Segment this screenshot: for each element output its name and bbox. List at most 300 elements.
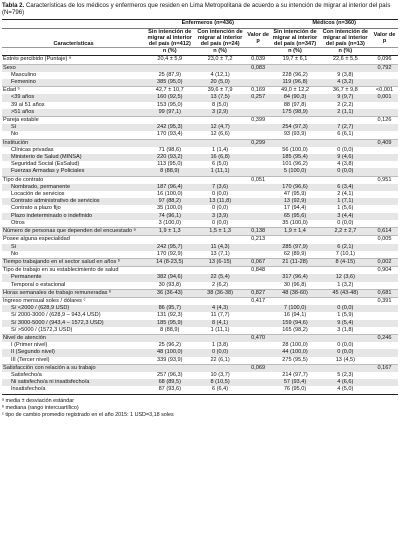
nurses-pvalue-cell bbox=[246, 327, 271, 335]
row-label: Locación de servicios bbox=[11, 191, 65, 198]
row-label: Edad ᵇ bbox=[2, 87, 145, 95]
doctors-with-intention-header: Con intención de migrar al interior del país (n=13) bbox=[320, 28, 371, 48]
nurses-pvalue-cell: 0,138 bbox=[246, 228, 271, 236]
nurses-pvalue-cell bbox=[246, 205, 271, 212]
nurses-with-intention-cell: 1 (3,8) bbox=[211, 342, 229, 349]
doctors-no-intention-cell: 84 (90,3) bbox=[270, 94, 319, 101]
doctors-with-intention-cell: 7 (10,1) bbox=[335, 250, 355, 257]
nurses-pvalue-cell bbox=[246, 147, 271, 154]
doctors-with-intention-cell: 2 (1,1) bbox=[320, 109, 371, 117]
row-label: S/ 3000-5000 / (943,4 – 1572,3 USD) bbox=[2, 320, 145, 327]
doctors-pvalue-cell bbox=[371, 168, 398, 176]
nurses-with-intention-cell: 11 (7,7) bbox=[210, 312, 230, 319]
nurses-with-intention-cell: 1 (1,4) bbox=[211, 146, 229, 153]
doctors-no-intention-cell bbox=[270, 176, 319, 184]
table-row bbox=[2, 213, 398, 220]
doctors-no-intention-cell: 56 (100,0) bbox=[282, 146, 308, 153]
doctors-with-intention-cell: 0 (0,0) bbox=[320, 305, 371, 312]
nurses-with-intention-cell: 12 (6,6) bbox=[210, 131, 230, 138]
characteristics-header bbox=[2, 20, 145, 28]
table-title: Características de los médicos y enfermeros que residen en Lima Metropolitana de acuerdo a su intención de migrar al interior del país (N=796) bbox=[2, 2, 391, 17]
doctors-no-intention-cell: 1,9 ± 1,4 bbox=[270, 228, 319, 236]
table-row bbox=[2, 191, 398, 198]
nurses-pvalue-cell bbox=[246, 198, 271, 205]
nurses-with-intention-cell bbox=[194, 267, 245, 275]
nurses-no-intention-cell bbox=[145, 117, 194, 125]
table-row bbox=[2, 305, 398, 312]
nurses-with-intention-cell: 8 (4,1) bbox=[194, 320, 245, 327]
row-label: 39 al 51 años bbox=[11, 101, 45, 108]
row-label: Tipo de trabajo en su establecimiento de salud bbox=[2, 267, 145, 275]
footnotes bbox=[2, 398, 398, 419]
doctors-pvalue-cell bbox=[371, 372, 398, 379]
doctors-no-intention-cell: 285 (97,9) bbox=[270, 244, 319, 251]
nurses-with-intention-cell: 3 (3,9) bbox=[194, 213, 245, 220]
nurses-pvalue-header: Valor de p bbox=[246, 28, 271, 48]
table-row bbox=[2, 386, 398, 394]
table-section-row bbox=[2, 117, 398, 125]
doctors-pvalue-cell: 0,614 bbox=[371, 228, 398, 236]
doctors-with-intention-cell bbox=[320, 117, 371, 125]
units-blank bbox=[2, 48, 145, 56]
nurses-no-intention-cell: 257 (96,3) bbox=[157, 371, 183, 378]
doctors-with-intention-cell: 12 (3,6) bbox=[320, 274, 371, 281]
nurses-pvalue-cell bbox=[246, 72, 271, 79]
nurses-no-intention-cell: 3 (100,0) bbox=[158, 219, 181, 226]
nurses-pvalue-cell bbox=[246, 251, 271, 259]
doctors-no-intention-cell: 62 (89,9) bbox=[283, 250, 307, 257]
row-label: II (Segundo nivel) bbox=[2, 349, 145, 356]
nurses-no-intention-cell: 42,7 ± 10,7 bbox=[145, 87, 194, 95]
doctors-no-intention-cell: 185 (95,4) bbox=[270, 154, 319, 161]
nurses-pvalue-cell: 0,257 bbox=[246, 94, 271, 101]
nurses-no-intention-cell: 242 (95,3) bbox=[145, 124, 194, 131]
nurses-pvalue-cell bbox=[246, 124, 271, 131]
nurses-with-intention-cell bbox=[194, 334, 245, 342]
nurses-with-intention-cell: 38 (36-38) bbox=[194, 289, 245, 297]
doctors-with-intention-cell: 6 (6,1) bbox=[337, 131, 354, 138]
row-label: S/ <2000 / (628,9 USD) bbox=[2, 305, 145, 312]
nurses-no-intention-cell: 99 (97,1) bbox=[145, 109, 194, 117]
nurses-no-intention-cell bbox=[145, 64, 194, 72]
doctors-no-intention-cell: 317 (96,4) bbox=[270, 274, 319, 281]
nurses-no-intention-cell: 113 (95,0) bbox=[157, 161, 183, 168]
table-section-row bbox=[2, 334, 398, 342]
row-label: S/ >5000 / (1572,3 USD) bbox=[11, 326, 73, 333]
row-label: Contrato a plazo fijo bbox=[11, 205, 61, 212]
nurses-with-intention-cell: 4 (4,3) bbox=[194, 305, 245, 312]
row-label: III (Tercer nivel) bbox=[11, 356, 50, 363]
row-label: Satisfacción con relación a su trabajo bbox=[2, 364, 145, 372]
nurses-no-intention-cell bbox=[145, 267, 194, 275]
nurses-no-intention-cell: 242 (95,7) bbox=[145, 244, 194, 251]
nurses-pvalue-cell bbox=[246, 154, 271, 161]
nurses-no-intention-cell: 36 (36-43) bbox=[145, 289, 194, 297]
row-label: Institución bbox=[2, 139, 145, 147]
row-label: Seguridad Social (EsSalud) bbox=[11, 161, 80, 168]
doctors-with-intention-cell: 2 (4,1) bbox=[337, 191, 354, 198]
nurses-with-intention-cell: 39,6 ± 7,9 bbox=[194, 87, 245, 95]
nurses-with-intention-cell bbox=[194, 236, 245, 244]
nurses-no-intention-cell: 385 (95,0) bbox=[145, 79, 194, 87]
doctors-with-intention-cell bbox=[320, 64, 371, 72]
doctors-no-intention-cell: 47 (95,9) bbox=[283, 191, 307, 198]
doctors-with-intention-cell: 0 (0,0) bbox=[337, 146, 354, 153]
doctors-with-intention-cell: 9 (4,6) bbox=[320, 154, 371, 161]
nurses-pvalue-cell bbox=[246, 282, 271, 290]
table-row bbox=[2, 251, 398, 259]
doctors-pvalue-cell bbox=[371, 244, 398, 251]
nurses-with-intention-cell: 23,0 ± 7,2 bbox=[194, 56, 245, 64]
nurses-no-intention-cell: 339 (93,9) bbox=[157, 356, 183, 363]
nurses-with-intention-cell bbox=[194, 176, 245, 184]
row-label: Nivel de atención bbox=[2, 334, 145, 342]
table-row bbox=[2, 312, 398, 319]
nurses-no-intention-cell: 131 (92,3) bbox=[157, 312, 183, 319]
doctors-header: Médicos (n=360) bbox=[270, 20, 398, 28]
table-row bbox=[2, 147, 398, 154]
doctors-no-intention-cell: 5 (100,0) bbox=[270, 168, 319, 176]
doctors-pvalue-cell bbox=[371, 379, 398, 386]
row-label: Estrés percibido (Puntaje) ᵃ bbox=[2, 56, 145, 64]
table-row bbox=[2, 320, 398, 327]
doctors-with-intention-cell: 36,7 ± 9,8 bbox=[320, 87, 371, 95]
nurses-pvalue-cell bbox=[246, 379, 271, 386]
table-section-row bbox=[2, 267, 398, 275]
doctors-pvalue-cell bbox=[371, 274, 398, 281]
nurses-with-intention-cell bbox=[194, 139, 245, 147]
doctors-no-intention-cell: 13 (92,9) bbox=[270, 198, 319, 205]
doctors-pvalue-cell: 0,002 bbox=[371, 258, 398, 266]
nurses-with-intention-cell: 1 (11,1) bbox=[210, 326, 230, 333]
doctors-with-intention-cell: 0 (0,0) bbox=[337, 342, 354, 349]
nurses-with-intention-cell: 13 (7,1) bbox=[210, 250, 230, 257]
table-row bbox=[2, 205, 398, 212]
doctors-no-intention-cell bbox=[270, 64, 319, 72]
doctors-with-intention-cell: 8 (4-15) bbox=[320, 258, 371, 266]
table-section-row bbox=[2, 364, 398, 372]
doctors-pvalue-cell: 0,246 bbox=[371, 334, 398, 342]
doctors-pvalue-cell: 0,096 bbox=[371, 56, 398, 64]
nurses-pvalue-cell: 0,399 bbox=[246, 117, 271, 125]
doctors-no-intention-cell: 76 (95,0) bbox=[270, 386, 319, 394]
doctors-pvalue-cell bbox=[371, 72, 398, 79]
nurses-pvalue-cell bbox=[246, 357, 271, 365]
nurses-no-intention-cell: 87 (93,6) bbox=[145, 386, 194, 394]
nurses-pvalue-cell: 0,470 bbox=[246, 334, 271, 342]
units-doctors-p bbox=[371, 48, 398, 56]
nurses-with-intention-cell: 2 (6,2) bbox=[211, 281, 229, 288]
table-row bbox=[2, 198, 398, 205]
table-row bbox=[2, 349, 398, 356]
doctors-pvalue-cell: 0,681 bbox=[371, 289, 398, 297]
row-label: Masculino bbox=[11, 71, 37, 78]
doctors-no-intention-cell: 175 (98,9) bbox=[270, 109, 319, 117]
nurses-pvalue-cell: 0,083 bbox=[246, 64, 271, 72]
row-label: Temporal o estacional bbox=[11, 281, 66, 288]
doctors-with-intention-cell: 5 (2,3) bbox=[337, 371, 354, 378]
doctors-no-intention-cell: 165 (98,2) bbox=[282, 326, 308, 333]
nurses-with-intention-cell bbox=[194, 64, 245, 72]
nurses-with-intention-cell: 22 (6,1) bbox=[210, 356, 230, 363]
table-row bbox=[2, 282, 398, 290]
nurses-no-intention-cell: 187 (96,4) bbox=[145, 184, 194, 191]
table-number: Tabla 2. bbox=[2, 2, 25, 9]
nurses-no-intention-cell: 153 (95,0) bbox=[157, 101, 183, 108]
doctors-no-intention-cell: 65 (95,6) bbox=[270, 213, 319, 220]
footnote-b: ᵇ mediana (rango intercuartílico) bbox=[2, 404, 79, 411]
nurses-no-intention-cell: 68 (89,5) bbox=[145, 379, 194, 386]
nurses-header: Enfermeros (n=436) bbox=[145, 20, 270, 28]
doctors-with-intention-cell: 0 (0,0) bbox=[320, 349, 371, 356]
row-label: Número de personas que dependen del encuestado ᵃ bbox=[2, 228, 145, 236]
nurses-pvalue-cell: 0,213 bbox=[246, 236, 271, 244]
row-label: Fuerzas Armadas y Policiales bbox=[2, 168, 145, 176]
row-label: Otros bbox=[11, 219, 25, 226]
doctors-pvalue-cell bbox=[371, 251, 398, 259]
doctors-pvalue-cell: 0,904 bbox=[371, 267, 398, 275]
doctors-with-intention-cell: 2 (2,2) bbox=[337, 101, 354, 108]
doctors-pvalue-cell: 0,001 bbox=[371, 94, 398, 101]
doctors-pvalue-cell bbox=[371, 312, 398, 319]
nurses-pvalue-cell bbox=[246, 349, 271, 356]
units-doctors-no: n (%) bbox=[270, 48, 319, 56]
table-row bbox=[2, 102, 398, 109]
table-section-row bbox=[2, 64, 398, 72]
doctors-with-intention-cell: 9 (9,7) bbox=[320, 94, 371, 101]
doctors-with-intention-cell bbox=[320, 139, 371, 147]
row-label: Tiempo trabajando en el sector salud en años ᵇ bbox=[2, 258, 145, 266]
nurses-with-intention-cell bbox=[194, 117, 245, 125]
doctors-with-intention-cell: 9 (5,4) bbox=[320, 320, 371, 327]
doctors-no-intention-cell bbox=[270, 334, 319, 342]
nurses-pvalue-cell: 0,848 bbox=[246, 267, 271, 275]
characteristics-table bbox=[2, 19, 398, 394]
doctors-no-intention-cell: 93 (93,9) bbox=[283, 131, 307, 138]
nurses-pvalue-cell: 0,051 bbox=[246, 176, 271, 184]
doctors-with-intention-cell: 3 (1,8) bbox=[337, 326, 354, 333]
nurses-with-intention-cell: 13 (7,5) bbox=[194, 94, 245, 101]
nurses-no-intention-cell: 160 (92,5) bbox=[145, 94, 194, 101]
doctors-pvalue-cell bbox=[371, 131, 398, 139]
nurses-pvalue-cell: 0,827 bbox=[246, 289, 271, 297]
nurses-no-intention-cell: 8 (88,9) bbox=[160, 326, 180, 333]
doctors-no-intention-header: Sin intención de migrar al interior del país (n=347) bbox=[270, 28, 319, 48]
nurses-pvalue-cell bbox=[246, 191, 271, 198]
doctors-no-intention-cell: 21 (11-28) bbox=[270, 258, 319, 266]
doctors-no-intention-cell: 44 (100,0) bbox=[270, 349, 319, 356]
table-row bbox=[2, 327, 398, 335]
nurses-with-intention-cell: 0 (0,0) bbox=[211, 219, 229, 226]
doctors-no-intention-cell: 28 (100,0) bbox=[282, 342, 308, 349]
doctors-pvalue-cell bbox=[371, 154, 398, 161]
nurses-pvalue-cell bbox=[246, 342, 271, 349]
doctors-with-intention-cell: 1 (5,9) bbox=[337, 312, 354, 319]
doctors-no-intention-cell: 275 (95,5) bbox=[282, 356, 308, 363]
row-label: Satisfecho/a bbox=[11, 371, 42, 378]
units-nurses-with: n (%) bbox=[194, 48, 245, 56]
doctors-with-intention-cell: 1 (5,6) bbox=[337, 205, 354, 212]
doctors-pvalue-cell bbox=[371, 342, 398, 349]
nurses-no-intention-cell: 20,4 ± 5,9 bbox=[145, 56, 194, 64]
row-label: I (Primer nivel) bbox=[11, 342, 48, 349]
nurses-no-intention-cell bbox=[145, 139, 194, 147]
table-section-row bbox=[2, 87, 398, 95]
nurses-no-intention-cell: 8 (88,9) bbox=[145, 168, 194, 176]
nurses-with-intention-cell: 16 (6,8) bbox=[194, 154, 245, 161]
nurses-with-intention-cell: 12 (4,7) bbox=[194, 124, 245, 131]
nurses-no-intention-cell: 30 (93,8) bbox=[158, 281, 181, 288]
doctors-pvalue-cell bbox=[371, 147, 398, 154]
table-row bbox=[2, 220, 398, 228]
doctors-no-intention-cell: 35 (100,0) bbox=[282, 219, 308, 226]
nurses-pvalue-cell bbox=[246, 372, 271, 379]
table-row bbox=[2, 168, 398, 176]
doctors-with-intention-cell bbox=[320, 334, 371, 342]
nurses-with-intention-cell: 8 (10,5) bbox=[194, 379, 245, 386]
doctors-pvalue-cell bbox=[371, 349, 398, 356]
doctors-pvalue-cell bbox=[371, 282, 398, 290]
doctors-with-intention-cell bbox=[320, 364, 371, 372]
doctors-pvalue-cell: 0,391 bbox=[371, 297, 398, 305]
doctors-with-intention-cell: 1 (7,1) bbox=[320, 198, 371, 205]
nurses-no-intention-cell: 170 (92,9) bbox=[157, 250, 183, 257]
nurses-no-intention-cell bbox=[145, 176, 194, 184]
table-section-row bbox=[2, 176, 398, 184]
doctors-with-intention-cell: 6 (2,1) bbox=[320, 244, 371, 251]
table-row bbox=[2, 72, 398, 79]
doctors-pvalue-cell bbox=[371, 79, 398, 87]
nurses-no-intention-cell: 25 (96,2) bbox=[158, 342, 181, 349]
doctors-with-intention-cell: 45 (43-48) bbox=[320, 289, 371, 297]
nurses-pvalue-cell bbox=[246, 320, 271, 327]
doctors-no-intention-cell: 119 (96,8) bbox=[270, 79, 319, 87]
table-row bbox=[2, 79, 398, 87]
table-body bbox=[2, 56, 398, 394]
table-section-row bbox=[2, 56, 398, 64]
doctors-pvalue-cell bbox=[371, 124, 398, 131]
nurses-pvalue-cell bbox=[246, 305, 271, 312]
row-label: Tipo de contrato bbox=[2, 176, 145, 184]
nurses-no-intention-cell: 220 (93,2) bbox=[145, 154, 194, 161]
nurses-pvalue-cell bbox=[246, 220, 271, 228]
doctors-no-intention-cell: 88 (97,8) bbox=[283, 101, 307, 108]
nurses-with-intention-cell: 0 (0,0) bbox=[211, 191, 229, 198]
table-row bbox=[2, 131, 398, 139]
doctors-with-intention-cell: 7 (2,7) bbox=[320, 124, 371, 131]
table-row bbox=[2, 244, 398, 251]
doctors-pvalue-cell: 0,792 bbox=[371, 64, 398, 72]
row-label: Femenino bbox=[2, 79, 145, 87]
doctors-pvalue-cell bbox=[371, 191, 398, 198]
doctors-with-intention-cell bbox=[320, 176, 371, 184]
table-row bbox=[2, 379, 398, 386]
units-nurses-p bbox=[246, 48, 271, 56]
doctors-no-intention-cell bbox=[270, 117, 319, 125]
nurses-no-intention-cell: 74 (96,1) bbox=[145, 213, 194, 220]
doctors-pvalue-cell bbox=[371, 305, 398, 312]
doctors-with-intention-cell: 4 (5,0) bbox=[320, 386, 371, 394]
nurses-no-intention-cell: 1,9 ± 1,3 bbox=[145, 228, 194, 236]
row-label: Ni satisfecho/a ni insatisfecho/a bbox=[2, 379, 145, 386]
units-nurses-no: n (%) bbox=[145, 48, 194, 56]
nurses-pvalue-cell: 0,069 bbox=[246, 364, 271, 372]
nurses-pvalue-cell bbox=[246, 79, 271, 87]
doctors-pvalue-cell bbox=[371, 109, 398, 117]
row-label: No bbox=[11, 131, 19, 138]
doctors-with-intention-cell bbox=[320, 236, 371, 244]
nurses-with-intention-cell: 13 (6-15) bbox=[194, 258, 245, 266]
row-label: <39 años bbox=[2, 94, 145, 101]
nurses-no-intention-cell: 170 (93,4) bbox=[157, 131, 183, 138]
doctors-with-intention-cell: 4 (3,2) bbox=[320, 79, 371, 87]
table-row bbox=[2, 161, 398, 168]
row-label: Sí bbox=[2, 124, 145, 131]
doctors-pvalue-cell bbox=[371, 205, 398, 212]
nurses-with-intention-cell: 8 (5,0) bbox=[211, 101, 229, 108]
nurses-pvalue-cell bbox=[246, 213, 271, 220]
nurses-pvalue-cell bbox=[246, 386, 271, 394]
row-label: Posee alguna especialidad bbox=[2, 236, 145, 244]
nurses-no-intention-cell: 382 (94,6) bbox=[145, 274, 194, 281]
group-header-row bbox=[2, 20, 398, 28]
doctors-with-intention-cell bbox=[320, 267, 371, 275]
nurses-pvalue-cell bbox=[246, 312, 271, 319]
doctors-pvalue-cell: 0,126 bbox=[371, 117, 398, 125]
doctors-pvalue-cell bbox=[371, 213, 398, 220]
row-label: Nombrado, permanente bbox=[2, 184, 145, 191]
doctors-no-intention-cell: 159 (94,6) bbox=[270, 320, 319, 327]
row-label: Clínicas privadas bbox=[11, 146, 54, 153]
nurses-with-intention-cell: 11 (4,3) bbox=[194, 244, 245, 251]
table-section-row bbox=[2, 297, 398, 305]
table-row bbox=[2, 124, 398, 131]
table-row bbox=[2, 342, 398, 349]
nurses-with-intention-cell: 7 (3,6) bbox=[194, 184, 245, 191]
nurses-no-intention-cell: 35 (100,0) bbox=[157, 205, 183, 212]
table-section-row bbox=[2, 258, 398, 266]
nurses-with-intention-cell: 0 (0,0) bbox=[194, 349, 245, 356]
doctors-no-intention-cell: 228 (96,2) bbox=[282, 71, 308, 78]
nurses-no-intention-cell: 71 (98,6) bbox=[158, 146, 181, 153]
nurses-pvalue-cell: 0,039 bbox=[246, 56, 271, 64]
row-label: Sexo bbox=[2, 64, 145, 72]
nurses-no-intention-header: Sin intención de migrar al interior del país (n=412) bbox=[145, 28, 194, 48]
nurses-with-intention-cell: 6 (6,4) bbox=[194, 386, 245, 394]
nurses-pvalue-cell: 0,169 bbox=[246, 87, 271, 95]
nurses-with-intention-cell: 0 (0,0) bbox=[211, 205, 229, 212]
table-row bbox=[2, 94, 398, 101]
doctors-with-intention-cell: 3 (4,4) bbox=[320, 213, 371, 220]
nurses-no-intention-cell: 86 (95,7) bbox=[145, 305, 194, 312]
nurses-no-intention-cell: 48 (100,0) bbox=[145, 349, 194, 356]
footnote-a: ᵃ media ± desviación estándar bbox=[2, 397, 75, 404]
doctors-no-intention-cell bbox=[270, 236, 319, 244]
doctors-with-intention-cell: 0 (0,0) bbox=[337, 219, 354, 226]
doctors-pvalue-cell: 0,951 bbox=[371, 176, 398, 184]
nurses-with-intention-header: Con intención de migrar al interior del país (n=24) bbox=[194, 28, 245, 48]
nurses-no-intention-cell bbox=[145, 297, 194, 305]
nurses-no-intention-cell: 16 (100,0) bbox=[157, 191, 183, 198]
nurses-with-intention-cell: 1 (11,1) bbox=[194, 168, 245, 176]
row-label: Sí bbox=[2, 244, 145, 251]
nurses-pvalue-cell: 0,067 bbox=[246, 258, 271, 266]
table-section-row bbox=[2, 236, 398, 244]
doctors-with-intention-cell: 1 (3,2) bbox=[337, 281, 354, 288]
nurses-no-intention-cell bbox=[145, 334, 194, 342]
doctors-pvalue-cell bbox=[371, 320, 398, 327]
units-row bbox=[2, 48, 398, 56]
